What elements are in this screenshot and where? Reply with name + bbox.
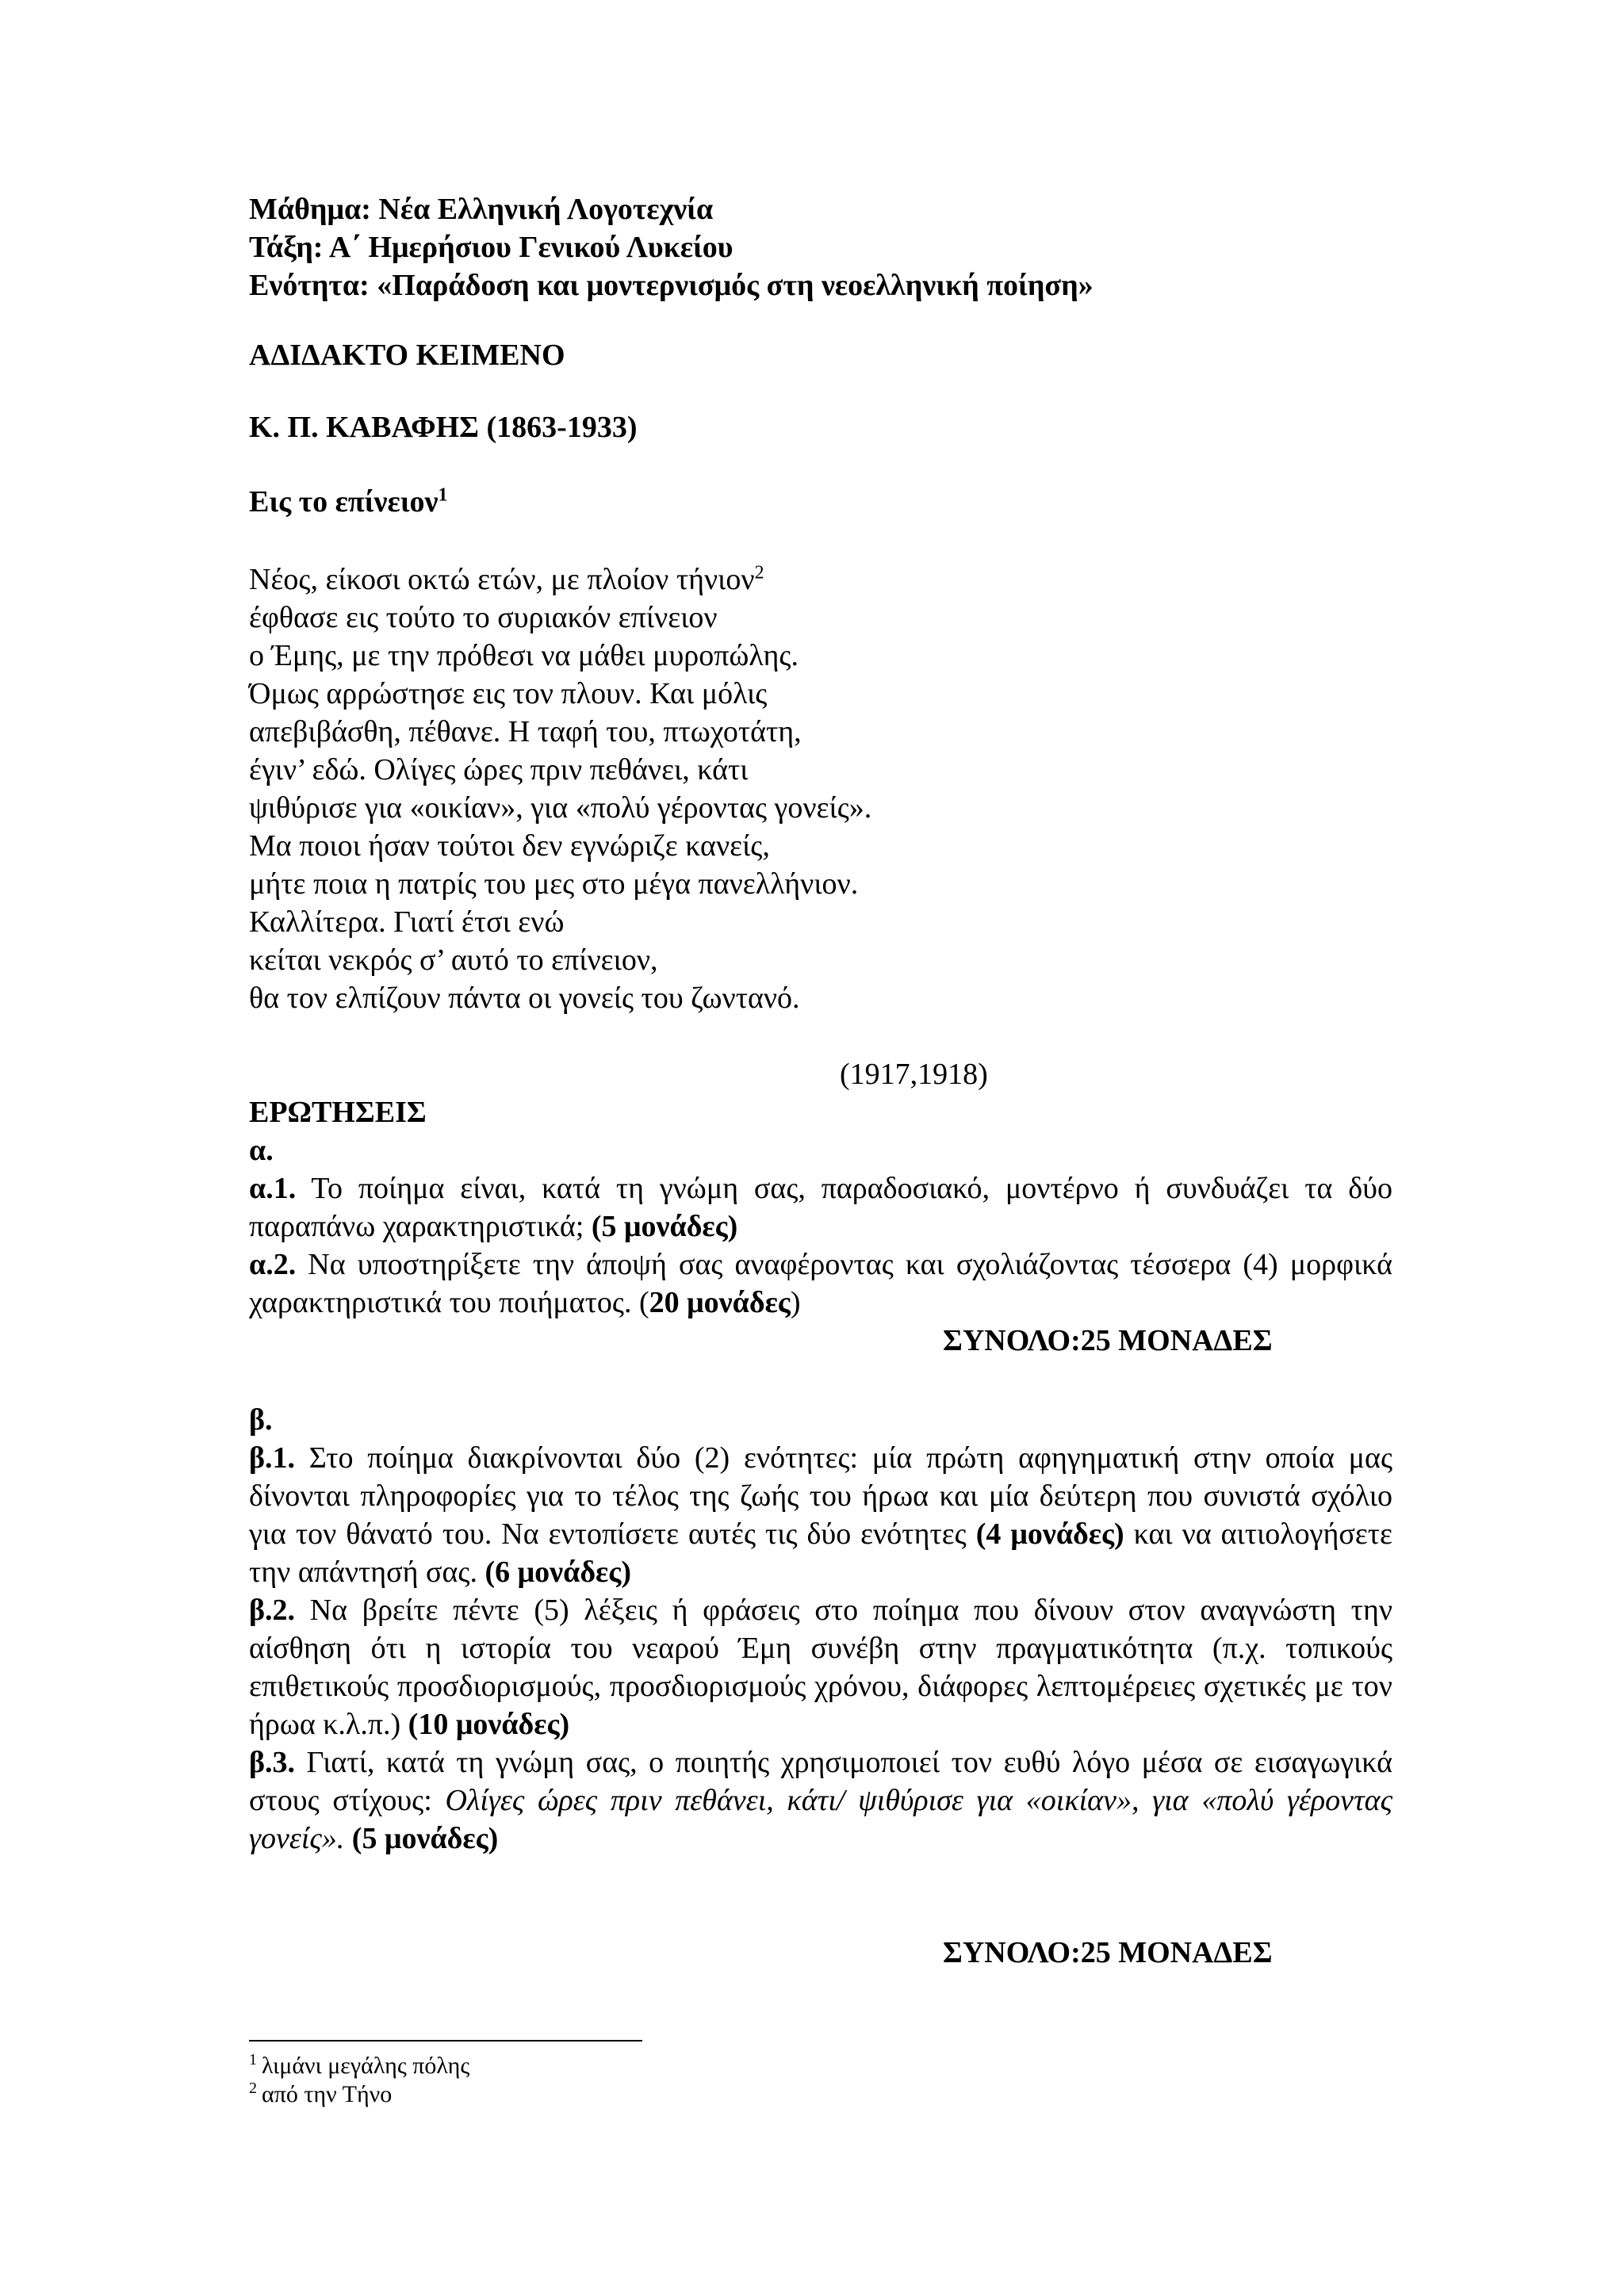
question-number: β.1. xyxy=(249,1441,296,1475)
question-number: β.3. xyxy=(249,1746,296,1779)
footnote-number: 1 xyxy=(249,2051,257,2068)
poem-line: μήτε ποια η πατρίς του μες στο μέγα πανελλήνιον. xyxy=(249,867,859,901)
poem-date: (1917,1918) xyxy=(840,1058,988,1091)
footnote-number: 2 xyxy=(249,2080,257,2097)
footnote-ref: 2 xyxy=(754,562,764,584)
questions-section xyxy=(249,1093,1392,1972)
group-b-label: β. xyxy=(249,1403,273,1437)
question-marks: 20 μονάδες xyxy=(649,1286,791,1319)
question-marks: (4 μονάδες) xyxy=(975,1517,1124,1551)
poem-text xyxy=(249,561,1392,1017)
footnote-text: λιμάνι μεγάλης πόλης xyxy=(262,2053,470,2079)
question-marks: (5 μονάδες) xyxy=(591,1210,738,1243)
section-title: ΑΔΙΔΑΚΤΟ ΚΕΙΜΕΝΟ xyxy=(249,339,565,372)
question-b3 xyxy=(249,1743,1392,1858)
poem-line: ψιθύρισε για «οικίαν», για «πολύ γέροντας γονείς». xyxy=(249,791,872,825)
poem-line: έγιν’ εδώ. Ολίγες ώρες πριν πεθάνει, κάτι xyxy=(249,753,749,786)
question-text: Στο ποίημα διακρίνονται δύο (2) ενότητες: μία πρώτη αφηγηματική στην οποία μας δίνονται πληροφορίες για το τέλος της ζωής του ήρωα και μία δεύτερη που συνιστά σχόλιο για τον θάνατό του. Να εντοπίσετε αυτές τις δύο ενότητες xyxy=(249,1441,1392,1551)
question-b1 xyxy=(249,1439,1392,1591)
poem-line: θα τον ελπίζουν πάντα οι γονείς του ζωντανό. xyxy=(249,982,800,1015)
poem-line: Όμως αρρώστησε εις τον πλουν. Και μόλις xyxy=(249,677,768,710)
question-text-close: ) xyxy=(790,1286,801,1319)
question-text: και να αιτιολογήσετε την απάντησή σας. xyxy=(249,1517,1393,1589)
poem-line: ο Έμης, με την πρόθεσι να μάθει μυροπώλης. xyxy=(249,639,799,672)
footnote-text: από την Τήνο xyxy=(262,2081,393,2107)
subject-line: Μάθημα: Νέα Ελληνική Λογοτεχνία xyxy=(249,193,714,226)
question-number: α.1. xyxy=(249,1172,297,1205)
question-text: Να βρείτε πέντε (5) λέξεις ή φράσεις στο ποίημα που δίνουν στον αναγνώστη την αίσθηση ότι η ιστορία του νεαρού Έμη συνέβη στην πραγματικότητα (π.χ. τοπικούς επιθετικούς προσδιορισμούς, προσδιορισμούς χρόνου, διάφορες λεπτομέρειες σχετικές με τον ήρωα κ.λ.π.) xyxy=(249,1594,1392,1741)
footnote xyxy=(249,2052,469,2080)
question-number: α.2. xyxy=(249,1248,297,1281)
author-line: Κ. Π. ΚΑΒΑΦΗΣ (1863-1933) xyxy=(249,411,638,444)
poem-line: Μα ποιοι ήσαν τούτοι δεν εγνώριζε κανείς, xyxy=(249,829,770,863)
group-a-label: α. xyxy=(249,1134,274,1167)
question-marks: (5 μονάδες) xyxy=(351,1822,499,1855)
poem-line: απεβιβάσθη, πέθανε. Η ταφή του, πτωχοτάτη, xyxy=(249,715,802,748)
question-text: Το ποίημα είναι, κατά τη γνώμη σας, παραδοσιακό, μοντέρνο ή συνδυάζει τα δύο παραπάνω χαρακτηριστικά; xyxy=(249,1172,1392,1243)
unit-line: Ενότητα: «Παράδοση και μοντερνισμός στη νεοελληνική ποίηση» xyxy=(249,269,1094,302)
question-a2 xyxy=(249,1246,1392,1322)
poem-line: Καλλίτερα. Γιατί έτσι ενώ xyxy=(249,905,565,939)
poem-line-text: Νέος, είκοσι οκτώ ετών, με πλοίον τήνιον xyxy=(249,563,755,596)
footnote-ref: 1 xyxy=(438,484,448,506)
poem-line: έφθασε εις τούτο το συριακόν επίνειον xyxy=(249,601,718,634)
question-a1 xyxy=(249,1169,1392,1246)
poem-line: κείται νεκρός σ’ αυτό το επίνειον, xyxy=(249,943,658,977)
quoted-verse: Ολίγες ώρες πριν πεθάνει, κάτι/ ψιθύρισε για «οικίαν», για «πολύ γέροντας γονείς». xyxy=(249,1784,1392,1855)
footnotes xyxy=(249,2052,469,2109)
poem-line xyxy=(249,561,1392,599)
poem-title-text: Εις το επίνειον xyxy=(249,485,439,519)
question-marks: (10 μονάδες) xyxy=(408,1708,570,1741)
footnote-separator xyxy=(249,2040,642,2042)
question-text: Γιατί, κατά τη γνώμη σας, ο ποιητής χρησιμοποιεί τον ευθύ λόγο μέσα σε εισαγωγικά στους στίχους: xyxy=(249,1746,1392,1817)
poem-title xyxy=(249,483,1392,521)
question-b2 xyxy=(249,1591,1392,1743)
document-header xyxy=(249,190,1392,304)
question-text: Να υποστηρίξετε την άποψή σας αναφέροντας και σχολιάζοντας τέσσερα (4) μορφικά χαρακτηριστικά του ποιήματος. ( xyxy=(249,1248,1392,1319)
footnote xyxy=(249,2080,469,2109)
document-body xyxy=(249,190,1392,1972)
questions-heading: ΕΡΩΤΗΣΕΙΣ xyxy=(249,1096,427,1129)
group-a-total: ΣΥΝΟΛΟ:25 ΜΟΝΑΔΕΣ xyxy=(943,1324,1273,1357)
question-number: β.2. xyxy=(249,1594,296,1627)
group-b-total: ΣΥΝΟΛΟ:25 ΜΟΝΑΔΕΣ xyxy=(943,1936,1273,1969)
question-marks: (6 μονάδες) xyxy=(485,1556,631,1589)
class-line: Τάξη: Α΄ Ημερήσιου Γενικού Λυκείου xyxy=(249,231,733,264)
